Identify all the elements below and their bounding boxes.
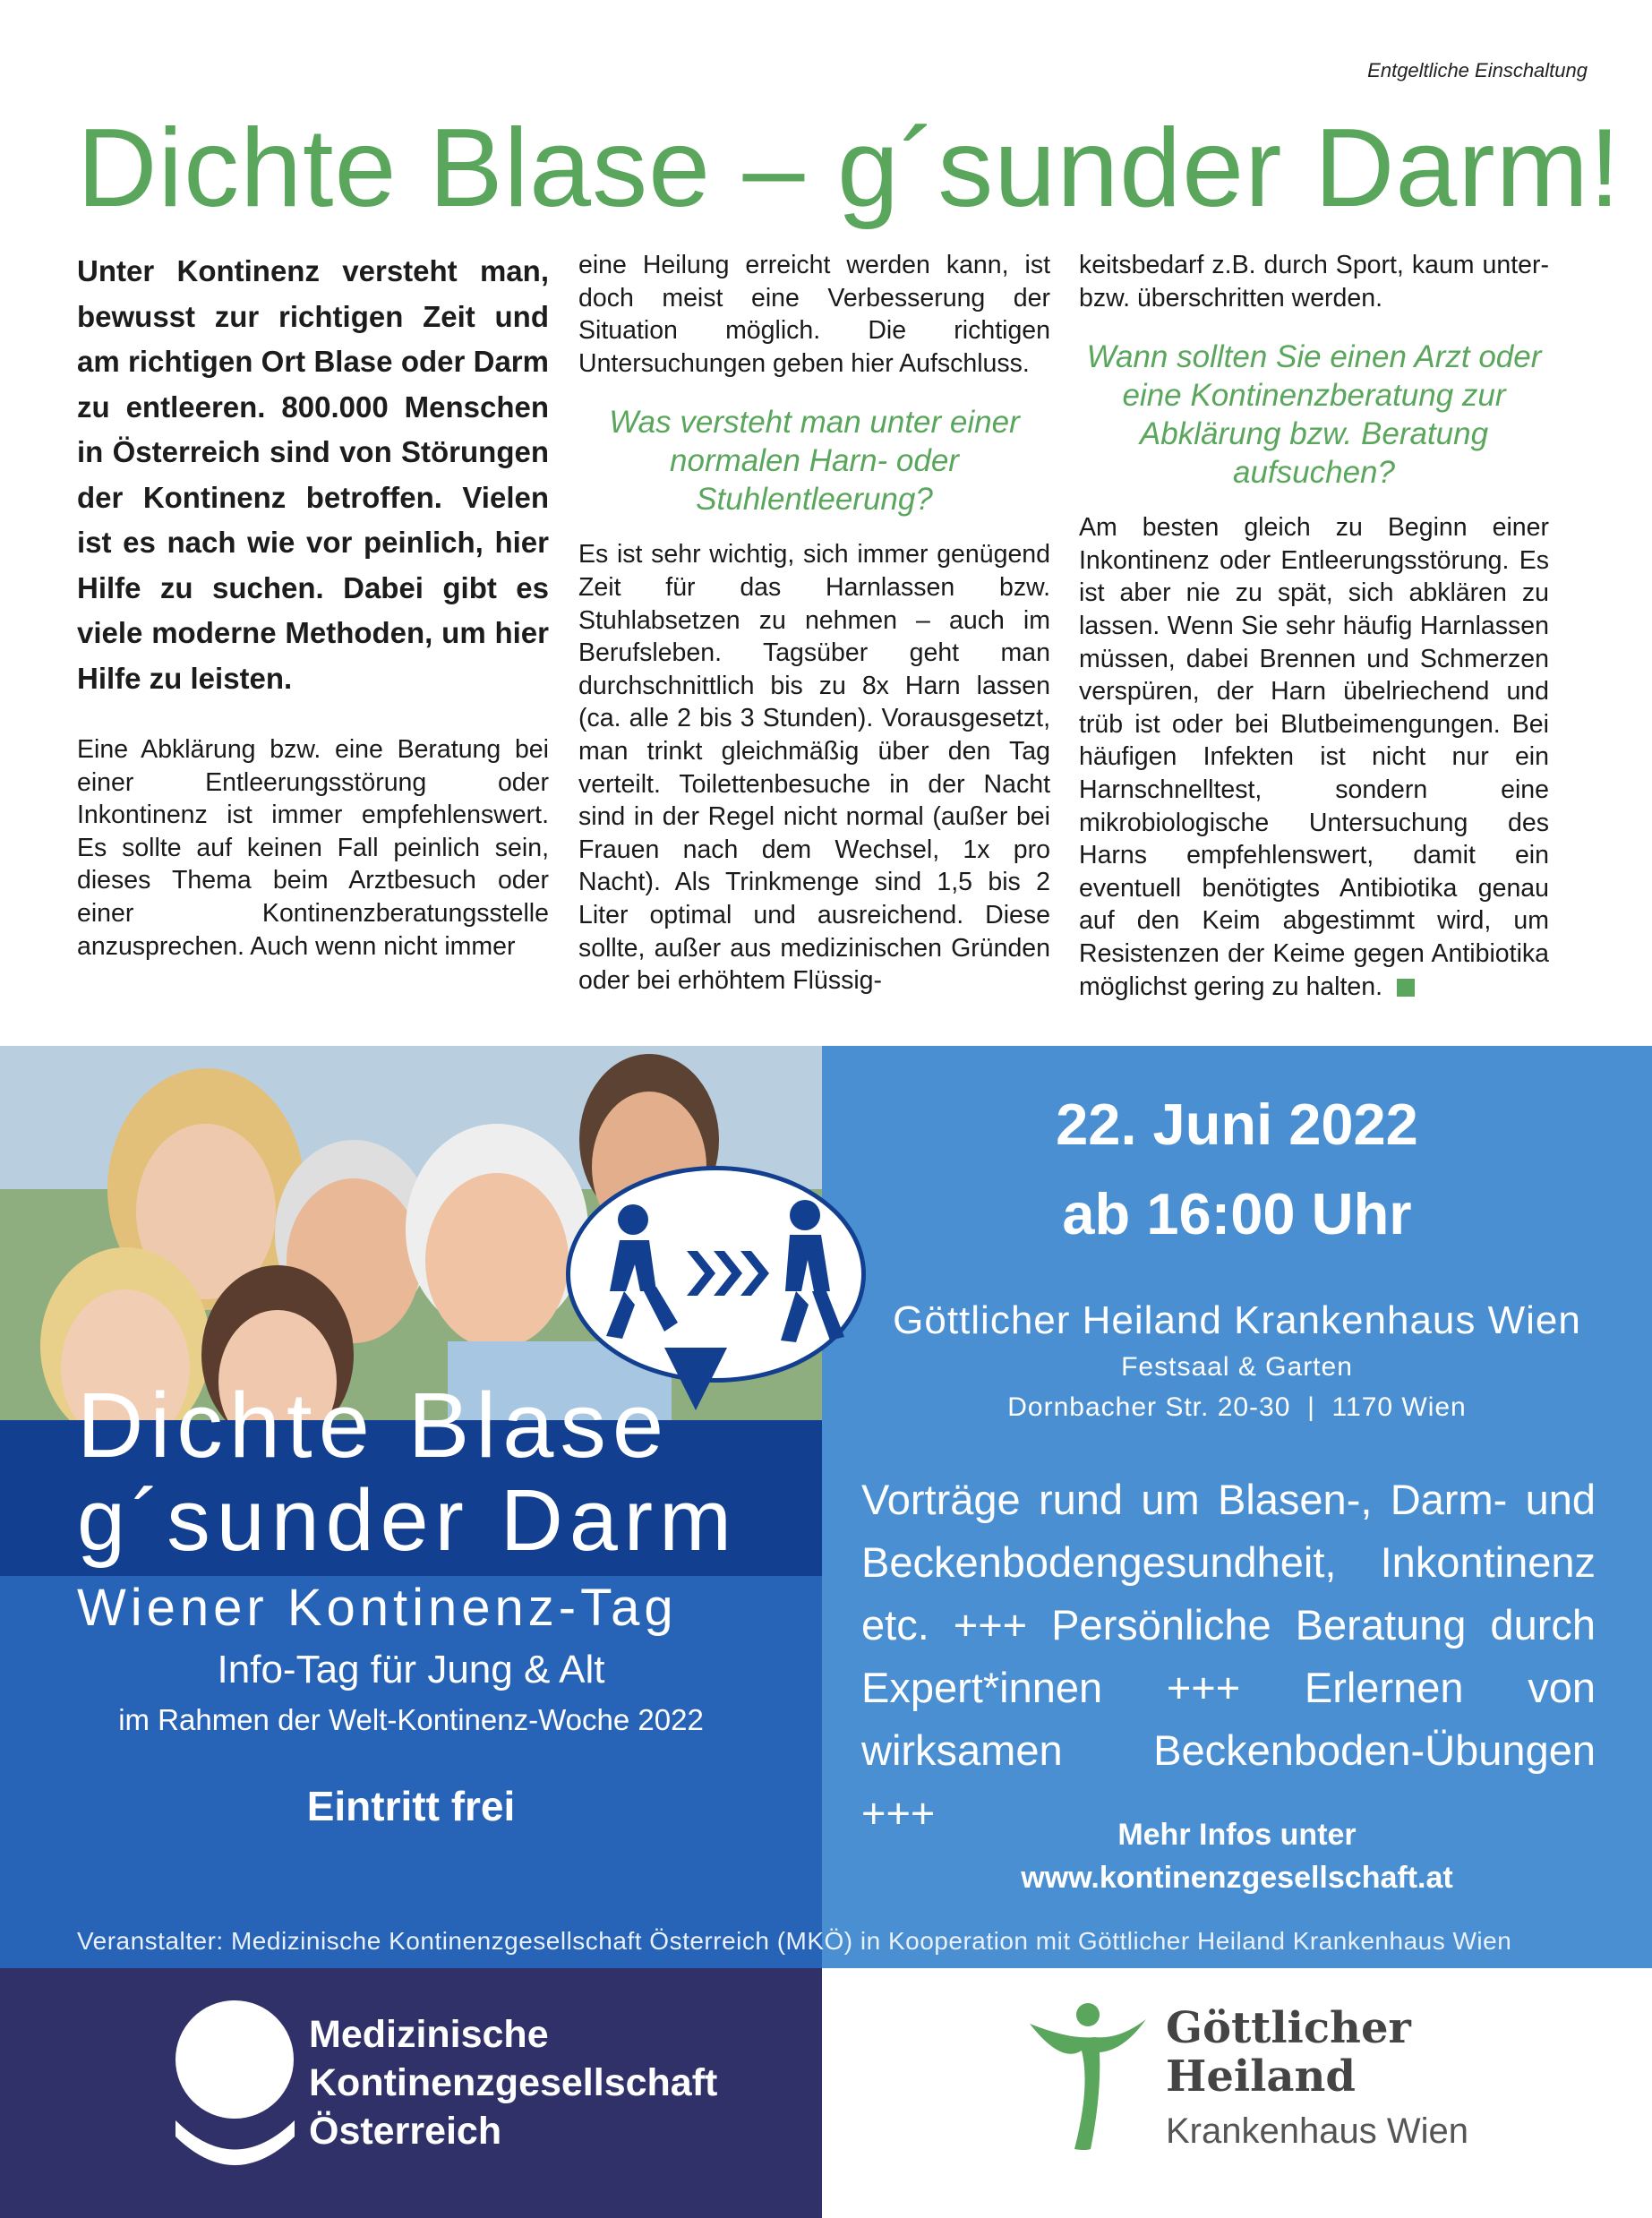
- mko-logo-line-2: Kontinenzgesellschaft: [309, 2061, 718, 2104]
- article-column-1: [77, 249, 549, 973]
- end-mark-icon: [1397, 979, 1415, 997]
- article-paragraph-5: Am besten gleich zu Beginn einer Inkontinenz oder Entleerungsstörung. Es ist aber nie zu spät, sich abklären zu lassen. Wenn Sie sehr häufig Harnlassen müssen, dabei Brennen und Schmerzen verspüren, der Harn übelriechend und trüb ist oder bei Blutbeimengungen. Bei häufigen Infekten ist nicht nur ein Harnschnelltest, sondern eine mikrobiologische Untersuchung des Harns empfehlenswert, damit ein eventuell benötigtes Antibiotika genau auf den Keim abgestimmt wird, um Resistenzen der Keime gegen Antibiotika möglichst gering zu halten.: [1079, 513, 1549, 1001]
- event-address: Dornbacher Str. 20-30 | 1170 Wien: [1007, 1392, 1467, 1422]
- article-lead: Unter Kontinenz versteht man, bewusst zur richtigen Zeit und am richtigen Ort Blase oder Darm zu entleeren. 800.000 Menschen in Österreich sind von Störungen der Kontinenz betroffen. Vielen ist es nach wie vor peinlich, hier Hilfe zu suchen. Dabei gibt es viele moderne Methoden, um hier Hilfe zu leisten.: [77, 254, 549, 695]
- gh-logo-name: [1166, 2004, 1411, 2101]
- mko-logo-line-3: Österreich: [309, 2110, 502, 2153]
- admission-label: Eintritt frei: [306, 1783, 516, 1829]
- article-column-2: [578, 249, 1050, 1008]
- ad-label: Entgeltliche Einschaltung: [1367, 59, 1588, 81]
- event-title-line-2: g´sunder Darm: [77, 1471, 738, 1569]
- goettlicher-heiland-logo-icon: [1021, 1997, 1155, 2158]
- event-date: 22. Juni 2022: [1056, 1092, 1418, 1157]
- gh-logo-line-1: Göttlicher: [1166, 2003, 1411, 2053]
- event-description: Vorträge rund um Blasen-, Darm- und Beckenbodengesundheit, Inkontinenz etc. +++ Persönliche Beratung durch Expert*innen +++ Erlernen von wirksamen Beckenboden-Übungen +++: [861, 1476, 1596, 1837]
- event-subtitle: Wiener Kontinenz-Tag: [77, 1579, 678, 1637]
- mko-logo-icon: [170, 1995, 300, 2174]
- article-paragraph-3: Es ist sehr wichtig, sich immer genügend Zeit für das Harnlassen bzw. Stuhlabsetzen zu nehmen – auch im Berufsleben. Tagsüber geht man durchschnittlich bis zu 8x Harn lassen (ca. alle 2 bis 3 Stunden). Vorausgesetzt, man trinkt gleichmäßig über den Tag verteilt. Toilettenbesuche in der Nacht sind in der Regel nicht normal (außer bei Frauen nach dem Wechsel, 1x pro Nacht). Als Trinkmenge sind 1,5 bis 2 Liter optimal und ausreichend. Diese sollte, außer aus medizinischen Gründen oder bei erhöhtem Flüssig-: [578, 540, 1050, 996]
- event-title-line-1: Dichte Blase: [77, 1374, 671, 1477]
- article-subheading-1: Was versteht man unter einer normalen Harn- oder Stuhlentleerung?: [609, 405, 1020, 518]
- article-paragraph-4: keitsbedarf z.B. durch Sport, kaum unter- bzw. überschritten werden.: [1079, 251, 1549, 313]
- article-paragraph-2: eine Heilung erreicht werden kann, ist doch meist eine Verbesserung der Situation möglich. Die richtigen Untersuchungen geben hier Aufschluss.: [578, 251, 1050, 378]
- article-paragraph-1: Eine Abklärung bzw. eine Beratung bei einer Entleerungsstörung oder Inkontinenz ist immer empfehlenswert. Es sollte auf keinen Fall peinlich sein, dieses Thema beim Arztbesuch oder einer Kontinenzberatungsstelle anzusprechen. Auch wenn nicht immer: [77, 735, 549, 961]
- article-subheading-2: Wann sollten Sie einen Arzt oder eine Kontinenzberatung zur Abklärung bzw. Beratung aufsuchen?: [1086, 339, 1542, 491]
- organizer-line: Veranstalter: Medizinische Kontinenzgesellschaft Österreich (MKÖ) in Kooperation mit Göttlicher Heiland Krankenhaus Wien: [77, 1927, 1512, 1955]
- event-time: ab 16:00 Uhr: [1062, 1181, 1412, 1246]
- event-venue: Göttlicher Heiland Krankenhaus Wien: [893, 1298, 1581, 1342]
- article-column-3: [1079, 249, 1549, 1014]
- gh-logo-line-2: Heiland: [1166, 2051, 1356, 2102]
- event-info-line-2: im Rahmen der Welt-Kontinenz-Woche 2022: [118, 1703, 704, 1736]
- page-headline: Dichte Blase – g´sunder Darm!: [77, 107, 1622, 230]
- event-room: Festsaal & Garten: [1121, 1352, 1353, 1382]
- more-info-link[interactable]: www.kontinenzgesellschaft.at: [1021, 1861, 1453, 1895]
- event-info-line-1: Info-Tag für Jung & Alt: [217, 1648, 605, 1691]
- more-info-label: Mehr Infos unter: [1117, 1818, 1357, 1852]
- mko-logo-text: [309, 2010, 717, 2155]
- mko-logo-line-1: Medizinische: [309, 2013, 549, 2056]
- gh-logo-line-3: Krankenhaus Wien: [1166, 2111, 1468, 2151]
- speech-bubble-tail: [664, 1348, 727, 1410]
